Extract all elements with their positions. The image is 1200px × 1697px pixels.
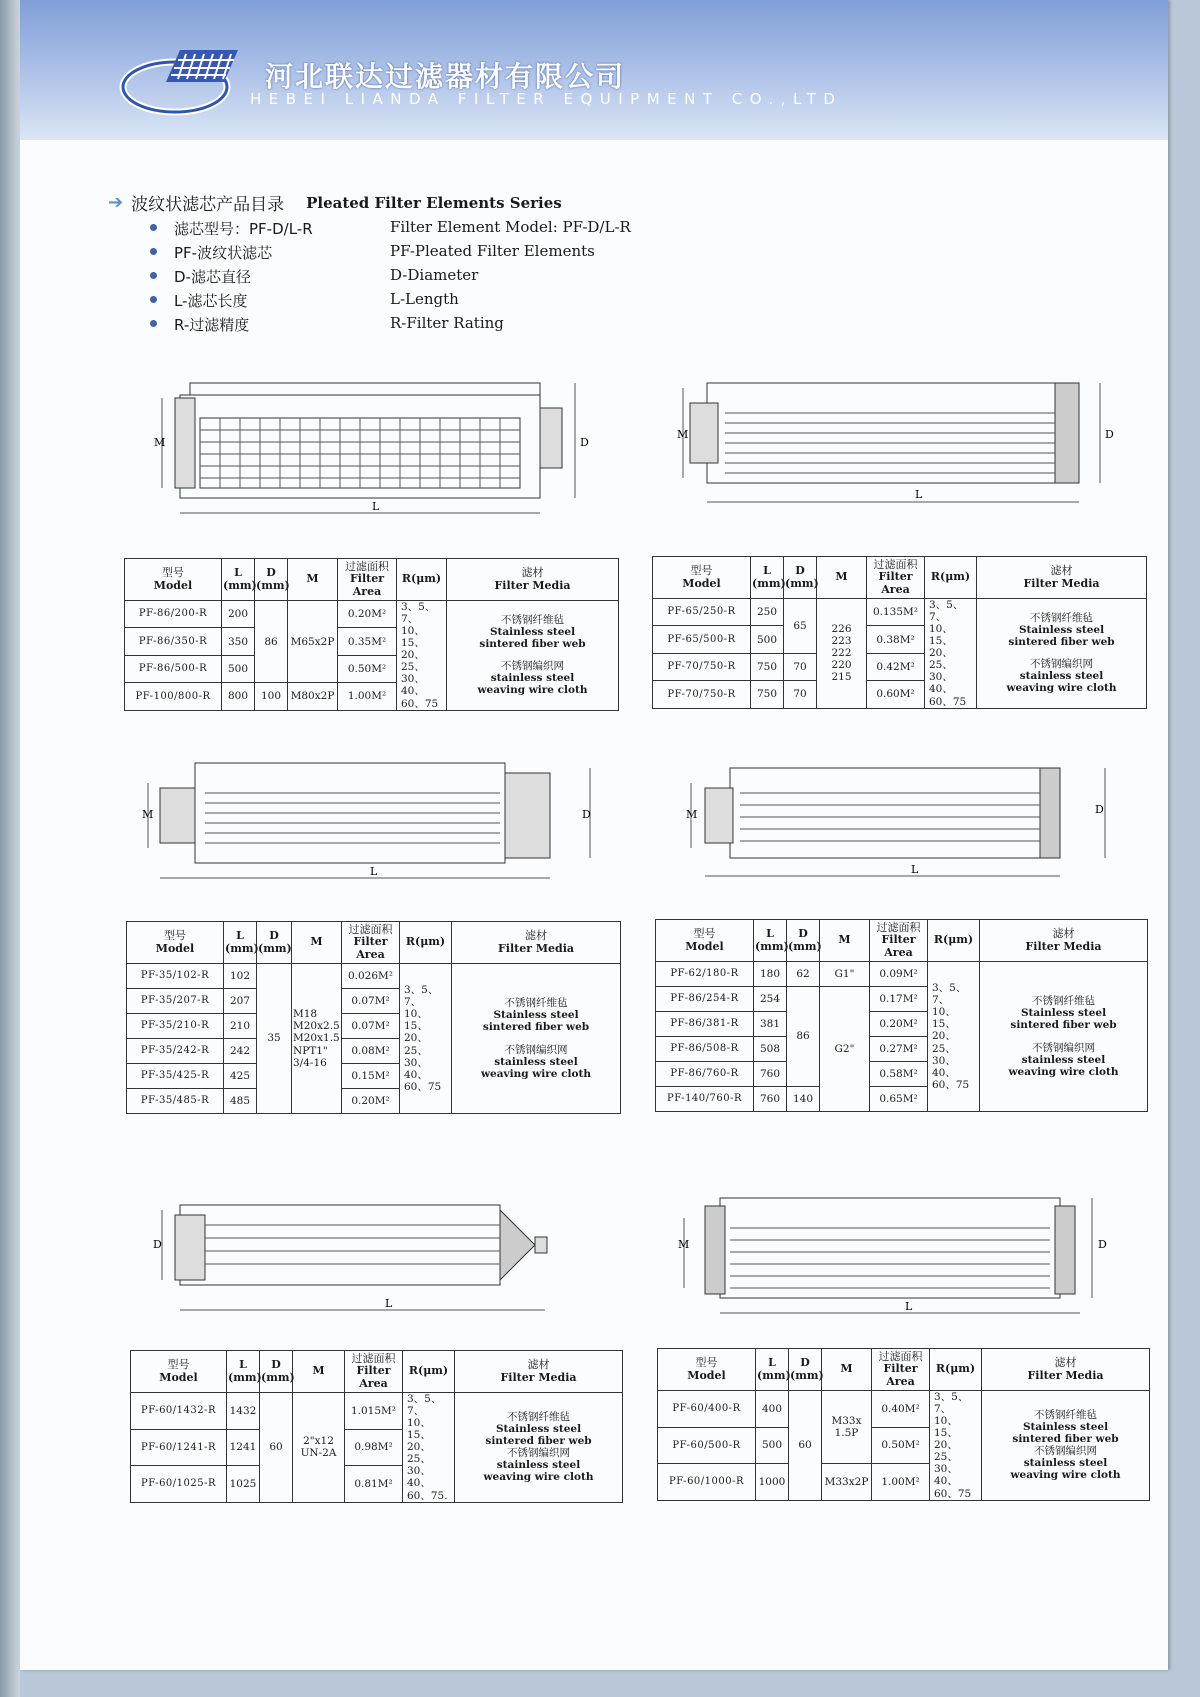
- cell-model: PF-86/200-R: [125, 601, 222, 628]
- dim-l-label: L: [911, 863, 919, 876]
- dim-d-label: D: [582, 808, 591, 821]
- cell-m: M33x2P: [822, 1464, 872, 1501]
- cell-model: PF-35/242-R: [127, 1039, 224, 1064]
- cell-model: PF-70/750-R: [653, 653, 751, 680]
- cell-d: 100: [255, 683, 288, 710]
- cell-d: 86: [255, 601, 288, 683]
- cell-area: 0.42M²: [867, 653, 925, 680]
- filter-drawing-5: [155, 1200, 595, 1325]
- spec-table-1: [124, 558, 619, 711]
- header-l: L (mm): [224, 922, 257, 964]
- cell-model: PF-35/425-R: [127, 1064, 224, 1089]
- legend-cn: PF-波纹状滤芯: [174, 244, 273, 262]
- header-model: 型号 Model: [125, 559, 222, 601]
- dim-m-label: M: [142, 808, 154, 821]
- cell-media: 不锈钢纤维毡 Stainless steel sintered fiber web 不锈钢编织网 stainless steel weaving wire cloth: [982, 1391, 1150, 1501]
- spec-table-3: [126, 921, 621, 1114]
- dim-l-label: L: [370, 865, 378, 878]
- cell-area: 0.17M²: [870, 987, 928, 1012]
- legend-en: D-Diameter: [390, 266, 479, 284]
- cell-l: 500: [751, 626, 784, 653]
- cell-d: 35: [257, 964, 292, 1114]
- cell-l: 500: [756, 1427, 789, 1464]
- cell-l: 381: [754, 1012, 787, 1037]
- header-rating: R(μm): [925, 557, 977, 599]
- cell-area: 0.40M²: [872, 1391, 930, 1428]
- cell-model: PF-86/350-R: [125, 628, 222, 655]
- cell-l: 200: [222, 601, 255, 628]
- cell-area: 0.20M²: [870, 1012, 928, 1037]
- dim-d-label: D: [153, 1238, 162, 1251]
- cell-model: PF-60/1025-R: [131, 1466, 227, 1503]
- cell-l: 102: [224, 964, 257, 989]
- header-m: M: [288, 559, 338, 601]
- cell-l: 210: [224, 1014, 257, 1039]
- bullet-icon: [150, 248, 157, 255]
- header-area: 过滤面积 Filter Area: [870, 920, 928, 962]
- dim-l-label: L: [372, 500, 380, 513]
- cell-rating: 3、5、7、 10、15、 20、25、 30、40、 60、75: [930, 1391, 982, 1501]
- dim-d-label: D: [1098, 1238, 1107, 1251]
- cell-area: 0.07M²: [342, 1014, 400, 1039]
- cell-area: 0.09M²: [870, 962, 928, 987]
- dim-l-label: L: [385, 1297, 393, 1310]
- cell-model: PF-86/508-R: [656, 1037, 754, 1062]
- cell-l: 425: [224, 1064, 257, 1089]
- cell-m: M80x2P: [288, 683, 338, 710]
- cell-l: 207: [224, 989, 257, 1014]
- cell-l: 180: [754, 962, 787, 987]
- cell-model: PF-86/500-R: [125, 655, 222, 682]
- header-d: D (mm): [260, 1351, 293, 1393]
- dim-d-label: D: [1095, 803, 1104, 816]
- company-name-en: HEBEI LIANDA FILTER EQUIPMENT CO.,LTD: [250, 90, 843, 108]
- cell-l: 400: [756, 1391, 789, 1428]
- cell-model: PF-60/400-R: [658, 1391, 756, 1428]
- header-d: D (mm): [255, 559, 288, 601]
- cell-l: 1000: [756, 1464, 789, 1501]
- cell-model: PF-140/760-R: [656, 1087, 754, 1112]
- filter-drawing-2: [677, 378, 1115, 513]
- cell-area: 0.07M²: [342, 989, 400, 1014]
- cell-media: 不锈钢纤维毡 Stainless steel sintered fiber web 不锈钢编织网 stainless steel weaving wire cloth: [980, 962, 1148, 1112]
- table-row: [658, 1391, 1150, 1428]
- header-media: 滤材 Filter Media: [980, 920, 1148, 962]
- dim-m-label: M: [678, 1238, 690, 1251]
- cell-d: 86: [787, 987, 820, 1087]
- cell-l: 1432: [227, 1393, 260, 1430]
- dim-m-label: M: [677, 428, 689, 441]
- cell-m: M33x 1.5P: [822, 1391, 872, 1464]
- header-model: 型号 Model: [656, 920, 754, 962]
- cell-rating: 3、5、7、 10、15、 20、25、 30、40、 60、75: [925, 599, 977, 709]
- legend-en: PF-Pleated Filter Elements: [390, 242, 595, 260]
- header-l: L (mm): [756, 1349, 789, 1391]
- cell-media: 不锈钢纤维毡 Stainless steel sintered fiber web 不锈钢编织网 stainless steel weaving wire cloth: [455, 1393, 623, 1503]
- cell-l: 1025: [227, 1466, 260, 1503]
- cell-area: 0.135M²: [867, 599, 925, 626]
- header-m: M: [822, 1349, 872, 1391]
- cell-model: PF-35/207-R: [127, 989, 224, 1014]
- header-area: 过滤面积 Filter Area: [867, 557, 925, 599]
- header-rating: R(μm): [403, 1351, 455, 1393]
- header-area: 过滤面积 Filter Area: [345, 1351, 403, 1393]
- cell-d: 70: [784, 653, 817, 680]
- dim-m-label: M: [686, 808, 698, 821]
- cell-m: M18 M20x2.5 M20x1.5 NPT1" 3/4-16: [292, 964, 342, 1114]
- cell-model: PF-100/800-R: [125, 683, 222, 710]
- cell-model: PF-60/1432-R: [131, 1393, 227, 1430]
- cell-d: 60: [789, 1391, 822, 1501]
- header-area: 过滤面积 Filter Area: [338, 559, 397, 601]
- header-rating: R(μm): [930, 1349, 982, 1391]
- header-l: L (mm): [222, 559, 255, 601]
- cell-d: 70: [784, 681, 817, 708]
- cell-media: 不锈钢纤维毡 Stainless steel sintered fiber web 不锈钢编织网 stainless steel weaving wire cloth: [452, 964, 621, 1114]
- table-row: [653, 599, 1147, 626]
- header-m: M: [820, 920, 870, 962]
- header-d: D (mm): [257, 922, 292, 964]
- header-banner: [20, 0, 1168, 140]
- table-row: [127, 964, 621, 989]
- cell-model: PF-65/250-R: [653, 599, 751, 626]
- cell-rating: 3、5、7、 10、15、 20、25、 30、40、 60、75: [400, 964, 452, 1114]
- cell-l: 250: [751, 599, 784, 626]
- dim-l-label: L: [905, 1300, 913, 1313]
- cell-l: 242: [224, 1039, 257, 1064]
- cell-area: 1.015M²: [345, 1393, 403, 1430]
- legend-cn: D-滤芯直径: [174, 268, 251, 286]
- cell-m: M65x2P: [288, 601, 338, 683]
- cell-rating: 3、5、7、 10、15、 20、25、 30、40、 60、75: [397, 601, 447, 711]
- header-model: 型号 Model: [653, 557, 751, 599]
- cell-area: 0.50M²: [338, 655, 397, 682]
- spec-table-2: [652, 556, 1147, 709]
- cell-area: 0.50M²: [872, 1427, 930, 1464]
- cell-model: PF-86/254-R: [656, 987, 754, 1012]
- filter-drawing-4: [686, 763, 1115, 891]
- header-d: D (mm): [784, 557, 817, 599]
- cell-model: PF-60/500-R: [658, 1427, 756, 1464]
- cell-m: G2": [820, 987, 870, 1112]
- header-l: L (mm): [751, 557, 784, 599]
- cell-l: 800: [222, 683, 255, 710]
- header-m: M: [817, 557, 867, 599]
- spec-table-6: [657, 1348, 1150, 1501]
- filter-drawing-6: [678, 1188, 1115, 1328]
- cell-area: 0.65M²: [870, 1087, 928, 1112]
- header-model: 型号 Model: [658, 1349, 756, 1391]
- legend-en: R-Filter Rating: [390, 314, 504, 332]
- page-edge: [0, 0, 20, 1697]
- cell-d: 65: [784, 599, 817, 654]
- dim-d-label: D: [1105, 428, 1114, 441]
- cell-l: 254: [754, 987, 787, 1012]
- dim-m-label: M: [154, 436, 166, 449]
- cell-area: 1.00M²: [872, 1464, 930, 1501]
- cell-area: 1.00M²: [338, 683, 397, 710]
- arrow-icon: ➔: [108, 192, 124, 213]
- cell-area: 0.35M²: [338, 628, 397, 655]
- cell-area: 0.58M²: [870, 1062, 928, 1087]
- cell-area: 0.15M²: [342, 1064, 400, 1089]
- cell-area: 0.026M²: [342, 964, 400, 989]
- cell-model: PF-86/381-R: [656, 1012, 754, 1037]
- legend-cn: 滤芯型号：PF-D/L-R: [174, 220, 313, 238]
- cell-area: 0.60M²: [867, 681, 925, 708]
- spec-table-4: [655, 919, 1148, 1112]
- header-l: L (mm): [754, 920, 787, 962]
- cell-model: PF-86/760-R: [656, 1062, 754, 1087]
- header-media: 滤材 Filter Media: [977, 557, 1147, 599]
- cell-m: 226 223 222 220 215: [817, 599, 867, 709]
- header-media: 滤材 Filter Media: [452, 922, 621, 964]
- cell-model: PF-35/485-R: [127, 1089, 224, 1114]
- cell-media: 不锈钢纤维毡 Stainless steel sintered fiber web 不锈钢编织网 stainless steel weaving wire cloth: [977, 599, 1147, 709]
- legend-cn: R-过滤精度: [174, 316, 250, 334]
- header-model: 型号 Model: [131, 1351, 227, 1393]
- section-title-cn: 波纹状滤芯产品目录: [131, 195, 285, 215]
- cell-l: 760: [754, 1062, 787, 1087]
- cell-d: 140: [787, 1087, 820, 1112]
- cell-area: 0.38M²: [867, 626, 925, 653]
- legend-cn: L-滤芯长度: [174, 292, 248, 310]
- header-rating: R(μm): [397, 559, 447, 601]
- header-rating: R(μm): [400, 922, 452, 964]
- cell-area: 0.27M²: [870, 1037, 928, 1062]
- filter-drawing-3: [142, 758, 600, 893]
- header-model: 型号 Model: [127, 922, 224, 964]
- spec-table-5: [130, 1350, 623, 1503]
- cell-d: 60: [260, 1393, 293, 1503]
- cell-model: PF-62/180-R: [656, 962, 754, 987]
- dim-d-label: D: [580, 436, 589, 449]
- cell-m: 2"x12 UN-2A: [293, 1393, 345, 1503]
- cell-area: 0.81M²: [345, 1466, 403, 1503]
- cell-l: 508: [754, 1037, 787, 1062]
- cell-m: G1": [820, 962, 870, 987]
- cell-model: PF-65/500-R: [653, 626, 751, 653]
- cell-area: 0.20M²: [342, 1089, 400, 1114]
- section-title-en: Pleated Filter Elements Series: [306, 193, 562, 212]
- bullet-icon: [150, 224, 157, 231]
- cell-l: 750: [751, 681, 784, 708]
- cell-d: 62: [787, 962, 820, 987]
- cell-model: PF-60/1241-R: [131, 1429, 227, 1466]
- header-d: D (mm): [789, 1349, 822, 1391]
- cell-rating: 3、5、7、 10、15、 20、25、 30、40、 60、75.: [403, 1393, 455, 1503]
- cell-model: PF-35/102-R: [127, 964, 224, 989]
- bullet-icon: [150, 272, 157, 279]
- legend-en: Filter Element Model: PF-D/L-R: [390, 218, 631, 236]
- company-name-cn: 河北联达过滤器材有限公司: [265, 60, 626, 93]
- table-row: [131, 1393, 623, 1430]
- header-d: D (mm): [787, 920, 820, 962]
- cell-area: 0.08M²: [342, 1039, 400, 1064]
- cell-l: 350: [222, 628, 255, 655]
- filter-drawing-1: [150, 378, 600, 523]
- cell-rating: 3、5、7、 10、15、 20、25、 30、40、 60、75: [928, 962, 980, 1112]
- header-media: 滤材 Filter Media: [982, 1349, 1150, 1391]
- cell-l: 485: [224, 1089, 257, 1114]
- legend-en: L-Length: [390, 290, 459, 308]
- cell-area: 0.20M²: [338, 601, 397, 628]
- cell-l: 500: [222, 655, 255, 682]
- cell-model: PF-70/750-R: [653, 681, 751, 708]
- header-media: 滤材 Filter Media: [455, 1351, 623, 1393]
- cell-l: 750: [751, 653, 784, 680]
- header-media: 滤材 Filter Media: [447, 559, 619, 601]
- header-m: M: [292, 922, 342, 964]
- bullet-icon: [150, 320, 157, 327]
- cell-l: 760: [754, 1087, 787, 1112]
- header-m: M: [293, 1351, 345, 1393]
- section-title: [108, 190, 562, 215]
- cell-model: PF-60/1000-R: [658, 1464, 756, 1501]
- company-logo-icon: [120, 42, 260, 126]
- cell-l: 1241: [227, 1429, 260, 1466]
- dim-l-label: L: [915, 488, 923, 501]
- cell-area: 0.98M²: [345, 1429, 403, 1466]
- cell-media: 不锈钢纤维毡 Stainless steel sintered fiber web 不锈钢编织网 stainless steel weaving wire cloth: [447, 601, 619, 711]
- bullet-icon: [150, 296, 157, 303]
- table-row: [125, 601, 619, 628]
- header-area: 过滤面积 Filter Area: [872, 1349, 930, 1391]
- header-rating: R(μm): [928, 920, 980, 962]
- cell-model: PF-35/210-R: [127, 1014, 224, 1039]
- table-row: [656, 962, 1148, 987]
- header-area: 过滤面积 Filter Area: [342, 922, 400, 964]
- header-l: L (mm): [227, 1351, 260, 1393]
